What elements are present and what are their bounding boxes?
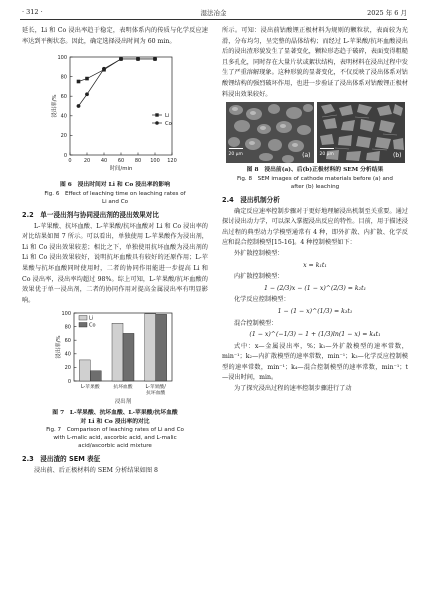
fig7-y-tick-label: 80 [64, 324, 71, 331]
scale-bar-b: 20 μm [320, 148, 334, 161]
section-2-4-paragraph-3: 为了探究浸出过程的速率控制步骤进行了动 [234, 385, 352, 393]
right-column [222, 26, 408, 395]
fig6-point-co [85, 93, 89, 97]
fig7-bar-chart [22, 309, 208, 409]
fig6-point-co [102, 67, 106, 71]
fig7-y-tick-label: 0 [67, 379, 71, 386]
issue-date: 2025 年 6 月 [367, 9, 407, 17]
equation-1: x = k₁t₁ [303, 261, 327, 269]
scale-bar-a: 20 μm [229, 148, 243, 161]
fig6-point-li [85, 77, 89, 81]
sem-tag-a: (a) [302, 151, 311, 159]
right-intro-paragraph: 所示。可知：浸出前钴酸锂正极材料为规则的颗粒状，表面较为光滑，分布均匀，呈完整的晶体结构；而经过 L-苹果酸/抗坏血酸浸出后的浸出渣形貌发生了显著变化，颗粒形态趋于破碎，表面变得粗糙且多孔化，同时存在大量片状或絮状结构，表明材料在浸出过程中发生了严重溶解现象。这种形貌的显著变化，不仅反映了浸出体系对钴酸锂结构的强烈破坏作用，也进一步验证了浸出体系对钴酸锂正极材料浸出效果较好。 [222, 27, 408, 98]
section-2-3-title: 2.3 浸出渣的 SEM 表征 [22, 455, 101, 464]
section-2-4-paragraph-1: 确定反应速率控制步骤对于更好地理解浸出机制至关重要。通过探讨浸出动力学，可以深入掌握浸出反应的特性。目前，用于描述浸出过程的典型动力学模型通常有 4 种，即外扩散、内扩散、化学反应和混合控制模型[15-16]。4 种控制模型如下： [222, 207, 408, 247]
sem-image-after [317, 102, 405, 163]
fig6-legend-marker-co [155, 121, 159, 125]
fig8-caption-en-2: after (b) leaching [290, 183, 340, 190]
figure-7 [22, 309, 208, 409]
fig7-caption-en-1: Fig. 7 Comparison of leaching rates of Li and Co [46, 427, 184, 434]
fig7-bar-li [112, 324, 123, 382]
fig6-legend-marker-li [155, 113, 158, 116]
fig7-legend-swatch-li [79, 316, 87, 321]
left-intro-paragraph: 延长，Li 和 Co 浸出率趋于稳定，表明体系内的传质与化学反应速率达到平衡状态。因此，确定选择浸出时间为 60 min。 [22, 27, 208, 45]
page-number: · 312 · [22, 8, 43, 16]
fig6-series-line-li [79, 59, 156, 82]
fig7-x-axis-label: 浸出剂 [114, 399, 132, 406]
fig7-y-tick-label: 40 [64, 351, 71, 358]
fig7-bar-co [123, 334, 134, 382]
fig6-legend-label-li: Li [165, 113, 170, 120]
fig6-y-tick-label: 40 [60, 113, 67, 120]
fig6-y-tick-label: 0 [63, 152, 67, 159]
fig6-y-axis-label: 浸出率/% [52, 94, 58, 118]
section-2-4-title: 2.4 浸出机制分析 [222, 195, 280, 204]
fig7-bar-li [79, 360, 90, 381]
fig6-point-co [136, 57, 140, 61]
journal-name: 湿法冶金 [200, 9, 227, 17]
fig7-category-label: L-苹果酸/ [145, 385, 166, 391]
fig6-plot-frame [70, 57, 172, 155]
fig6-x-tick-label: 80 [134, 158, 142, 165]
fig7-legend-label-li: Li [89, 315, 94, 322]
fig6-point-co [153, 57, 157, 61]
fig6-line-chart [22, 49, 208, 181]
section-2-2-title: 2.2 单一浸出剂与协同浸出剂的浸出效果对比 [22, 210, 159, 219]
fig7-bar-li [145, 314, 156, 381]
fig7-category-label: 抗坏血酸 [146, 391, 166, 397]
fig7-bar-co [90, 371, 101, 381]
fig6-y-tick-label: 100 [57, 54, 67, 61]
fig6-legend-label-co: Co [165, 121, 172, 128]
sem-tag-b: (b) [393, 151, 402, 159]
fig6-series-line-co [79, 59, 156, 106]
fig6-y-tick-label: 60 [60, 94, 67, 101]
equation-2: 1 − (2/3)x − (1 − x)^(2/3) = k₂t₁ [263, 284, 367, 292]
figure-6 [22, 49, 208, 181]
fig8-caption-en-1: Fig. 8 SEM images of cathode materials before (a) and [237, 175, 393, 182]
section-2-2-body: L-苹果酸、抗坏血酸、L-苹果酸/抗坏血酸对 Li 和 Co 浸出率的对比结果如图 7 所示。可以看出，单独使用 L-苹果酸作为浸出剂，Li 和 Co 浸出效果较差；相比之下，单独使用抗坏血酸为浸出剂的 Li 和 Co 浸出效果较好，说明抗坏血酸具有较好的还原作用；L-苹果酸与抗坏血酸同时使用时，二者的协同作用能进一步提高 Li 和 Co 浸出率，浸出率均超过 98%。综上可知，L-苹果酸/抗坏血酸的效果优于单一浸出剂，二者的协同作用对提高金属浸出率有明显影响。 [22, 222, 208, 304]
fig6-caption-cn: 图 6 浸出时间对 Li 和 Co 浸出率的影响 [59, 182, 171, 189]
model-4-label: 混合控制模型： [234, 319, 278, 327]
fig6-x-tick-label: 40 [100, 158, 108, 165]
sem-image-before [226, 102, 314, 163]
fig7-category-label: 抗坏血酸 [113, 385, 133, 391]
fig6-caption-en-1: Fig. 6 Effect of leaching time on leaching rates of [44, 190, 186, 197]
fig6-x-tick-label: 60 [117, 158, 125, 165]
model-2-label: 内扩散控制模型： [234, 273, 284, 281]
fig7-y-tick-label: 100 [61, 311, 71, 318]
equation-4: (1 − x)^(−1/3) − 1 + (1/3)ln(1 − x) = k₄t₁ [249, 331, 381, 339]
fig6-caption-en-2: Li and Co [101, 198, 129, 205]
fig6-x-tick-label: 120 [167, 158, 177, 165]
fig7-bar-co [156, 315, 167, 382]
fig8-caption-cn: 图 8 浸出前(a)、后(b)正极材料的 SEM 分析结果 [246, 167, 384, 174]
fig6-x-tick-label: 20 [83, 158, 91, 165]
fig7-y-tick-label: 60 [64, 338, 71, 345]
section-2-4-paragraph-2: 式中：x—金属浸出率，%；k₁—外扩散模型的速率常数，min⁻¹；k₂—内扩散模型的速率常数，min⁻¹；k₃—化学反应控制模型的速率常数，min⁻¹；k₄—混合控制模型的速率常数，min⁻¹；t—浸出时间，min。 [222, 342, 408, 382]
fig7-legend-label-co: Co [89, 322, 96, 329]
fig6-y-tick-label: 80 [60, 74, 67, 81]
header-rule [20, 19, 407, 20]
equation-3: 1 − (1 − x)^(1/3) = k₃t₁ [277, 307, 353, 315]
fig7-caption-en-2: with L-malic acid, ascorbic acid, and L-malic [53, 435, 177, 442]
fig6-point-co [77, 104, 81, 108]
fig6-x-axis-label: 时间/min [109, 166, 133, 173]
fig7-y-tick-label: 20 [64, 365, 71, 372]
fig6-x-tick-label: 100 [150, 158, 160, 165]
fig7-caption-en-3: acid/ascorbic acid mixture [78, 443, 152, 450]
fig7-caption-cn-2: 对 Li 和 Co 浸出率的对比 [80, 418, 150, 425]
section-2-3-body: 浸出前、后正极材料的 SEM 分析结果如图 8 [34, 467, 158, 475]
left-column [22, 26, 208, 477]
figure-8 [222, 102, 408, 163]
fig6-point-li [77, 80, 81, 84]
fig6-y-tick-label: 20 [60, 133, 67, 140]
fig7-legend-swatch-co [79, 323, 87, 328]
fig6-point-co [119, 57, 123, 61]
fig6-x-tick-label: 0 [68, 158, 72, 165]
model-1-label: 外扩散控制模型： [234, 249, 284, 257]
fig7-category-label: L-苹果酸 [80, 385, 100, 391]
fig7-caption-cn-1: 图 7 L-苹果酸、抗坏血酸、L-苹果酸/抗坏血酸 [52, 410, 178, 417]
fig7-y-axis-label: 浸出率/% [56, 335, 62, 359]
model-3-label: 化学反应控制模型： [234, 296, 290, 304]
